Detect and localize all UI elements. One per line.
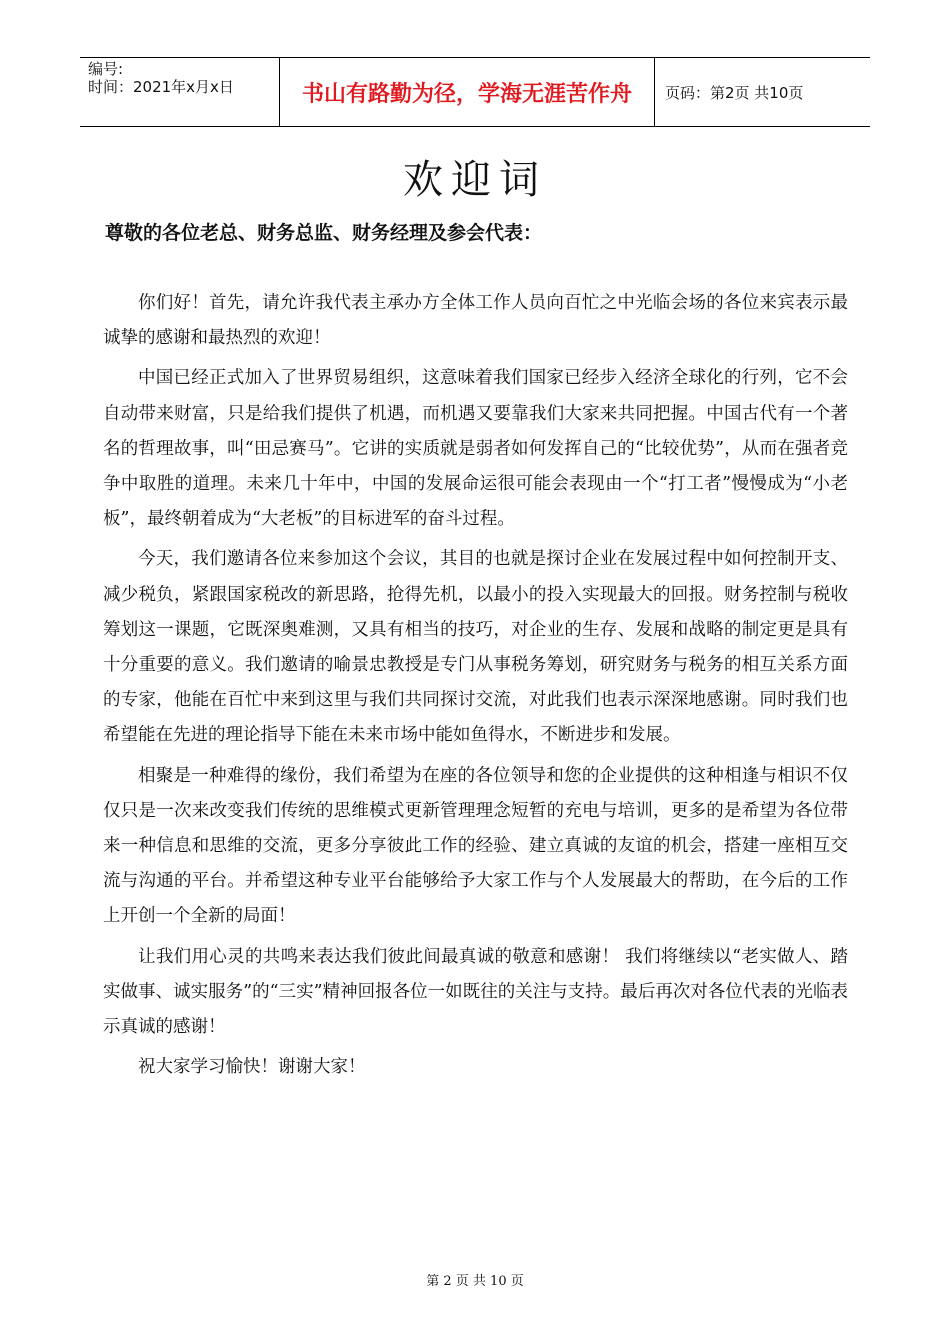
greeting: 尊敬的各位老总、财务总监、财务经理及参会代表： (105, 222, 543, 244)
header-page-label: 页码：第2页 共10页 (665, 83, 804, 102)
document-body (103, 286, 848, 1090)
page-header (80, 57, 870, 127)
paragraph: 让我们用心灵的共鸣来表达我们彼此间最真诚的敬意和感谢！ 我们将继续以“老实做人、踏实做事、诚实服务”的“三实”精神回报各位一如既往的关注与支持。最后再次对各位代表的光临表示真诚的感谢！ (103, 946, 848, 1038)
document-title: 欢迎词 (403, 157, 547, 203)
paragraph: 中国已经正式加入了世界贸易组织，这意味着我们国家已经步入经济全球化的行列，它不会自动带来财富，只是给我们提供了机遇，而机遇又要靠我们大家来共同把握。中国古代有一个著名的哲理故事，叫“田忌赛马”。它讲的实质就是弱者如何发挥自己的“比较优势”，从而在强者竞争中取胜的道理。未来几十年中，中国的发展命运很可能会表现由一个“打工者”慢慢成为“小老板”，最终朝着成为“大老板”的目标进军的奋斗过程。 (103, 368, 848, 530)
page-footer: 第 2 页 共 10 页 (426, 1274, 524, 1289)
paragraph: 你们好！首先，请允许我代表主承办方全体工作人员向百忙之中光临会场的各位来宾表示最诚挚的感谢和最热烈的欢迎！ (103, 293, 848, 349)
header-motto: 书山有路勤为径，学海无涯苦作舟 (280, 58, 655, 126)
paragraph: 祝大家学习愉快！谢谢大家！ (138, 1057, 366, 1078)
number-label: 编号: (88, 60, 124, 78)
header-meta (80, 58, 280, 126)
paragraph: 今天，我们邀请各位来参加这个会议，其目的也就是探讨企业在发展过程中如何控制开支、减少税负，紧跟国家税改的新思路，抢得先机，以最小的投入实现最大的回报。财务控制与税收筹划这一课题，它既深奥难测，又具有相当的技巧，对企业的生存、发展和战略的制定更是具有十分重要的意义。我们邀请的喻景忠教授是专门从事税务筹划，研究财务与税务的相互关系方面的专家，他能在百忙中来到这里与我们共同探讨交流，对此我们也表示深深地感谢。同时我们也希望能在先进的理论指导下能在未来市场中能如鱼得水，不断进步和发展。 (103, 549, 848, 746)
paragraph: 相聚是一种难得的缘份，我们希望为在座的各位领导和您的企业提供的这种相逢与相识不仅仅只是一次来改变我们传统的思维模式更新管理理念短暂的充电与培训，更多的是希望为各位带来一种信息和思维的交流，更多分享彼此工作的经验、建立真诚的友谊的机会，搭建一座相互交流与沟通的平台。并希望这种专业平台能够给予大家工作与个人发展最大的帮助，在今后的工作上开创一个全新的局面！ (103, 765, 848, 927)
time-label: 时间：2021年x月x日 (88, 78, 234, 96)
